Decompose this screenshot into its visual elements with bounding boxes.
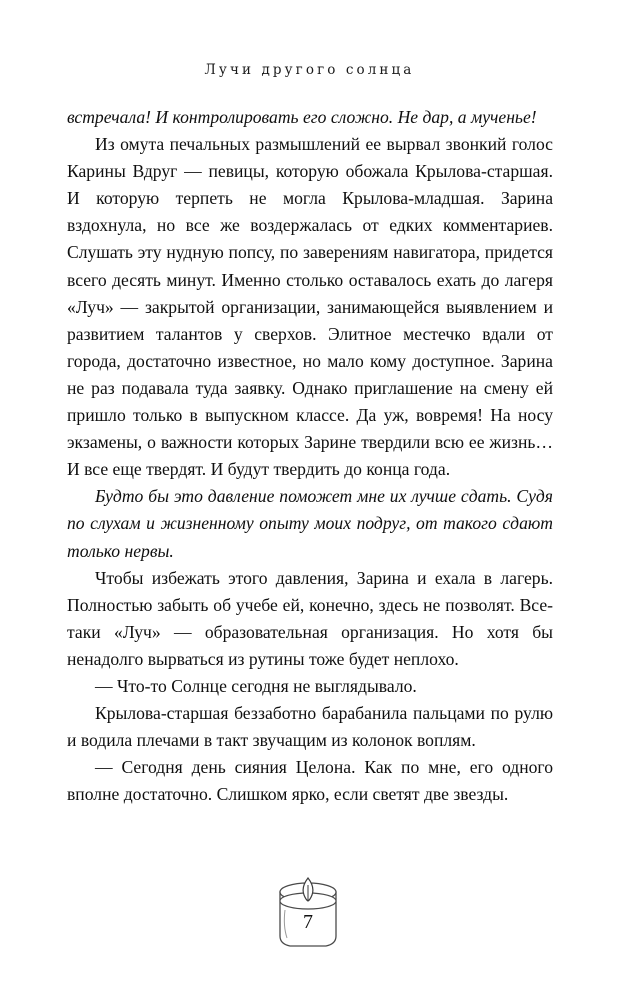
paragraph: Будто бы это давление поможет мне их лучше сдать. Судя по слухам и жизненному опыту моих подруг, от такого сдают только нервы. xyxy=(67,486,553,561)
paragraph: Из омута печальных размышлений ее вырвал звонкий голос Карины Вдруг — певицы, которую обожала Крылова-старшая. И которую терпеть не могла Крылова-младшая. Зарина вздохнула, но все же воздержалась от едких комментариев. Слушать эту нудную попсу, по заверениям навигатора, придется всего десять минут. Именно столько оставалось ехать до лагеря «Луч» — закрытой организации, занимающейся выявлением и развитием талантов у сверхов. Элитное местечко вдали от города, достаточно известное, но мало кому доступное. Зарина не раз подавала туда заявку. Однако приглашение на смену ей пришло только в выпускном классе. Да уж, вовремя! На носу экзамены, о важности которых Зарине твердили всю ее жизнь… И все еще твердят. И будут твердить до конца года. xyxy=(67,134,553,480)
body-text-block xyxy=(67,104,553,808)
running-head: Лучи другого солнца xyxy=(204,62,415,78)
paragraph: встречала! И контролировать его сложно. Не дар, а мученье! xyxy=(67,107,537,127)
paragraph: Крылова-старшая беззаботно барабанила пальцами по рулю и водила плечами в такт звучащим из колонок воплям. xyxy=(67,703,553,751)
paragraph-dialogue: — Что-то Солнце сегодня не выглядывало. xyxy=(95,675,417,696)
candle-in-glass-ornament xyxy=(268,876,348,950)
paragraph: Чтобы избежать этого давления, Зарина и ехала в лагерь. Полностью забыть об учебе ей, конечно, здесь не позволят. Все-таки «Луч» — образовательная организация. Но хотя бы ненадолго вырваться из рутины тоже будет неплохо. xyxy=(67,567,553,669)
folio-number: 7 xyxy=(303,911,313,933)
paragraph-dialogue: — Сегодня день сияния Целона. Как по мне, его одного вполне достаточно. Слишком ярко, если светят две звезды. xyxy=(67,757,553,805)
